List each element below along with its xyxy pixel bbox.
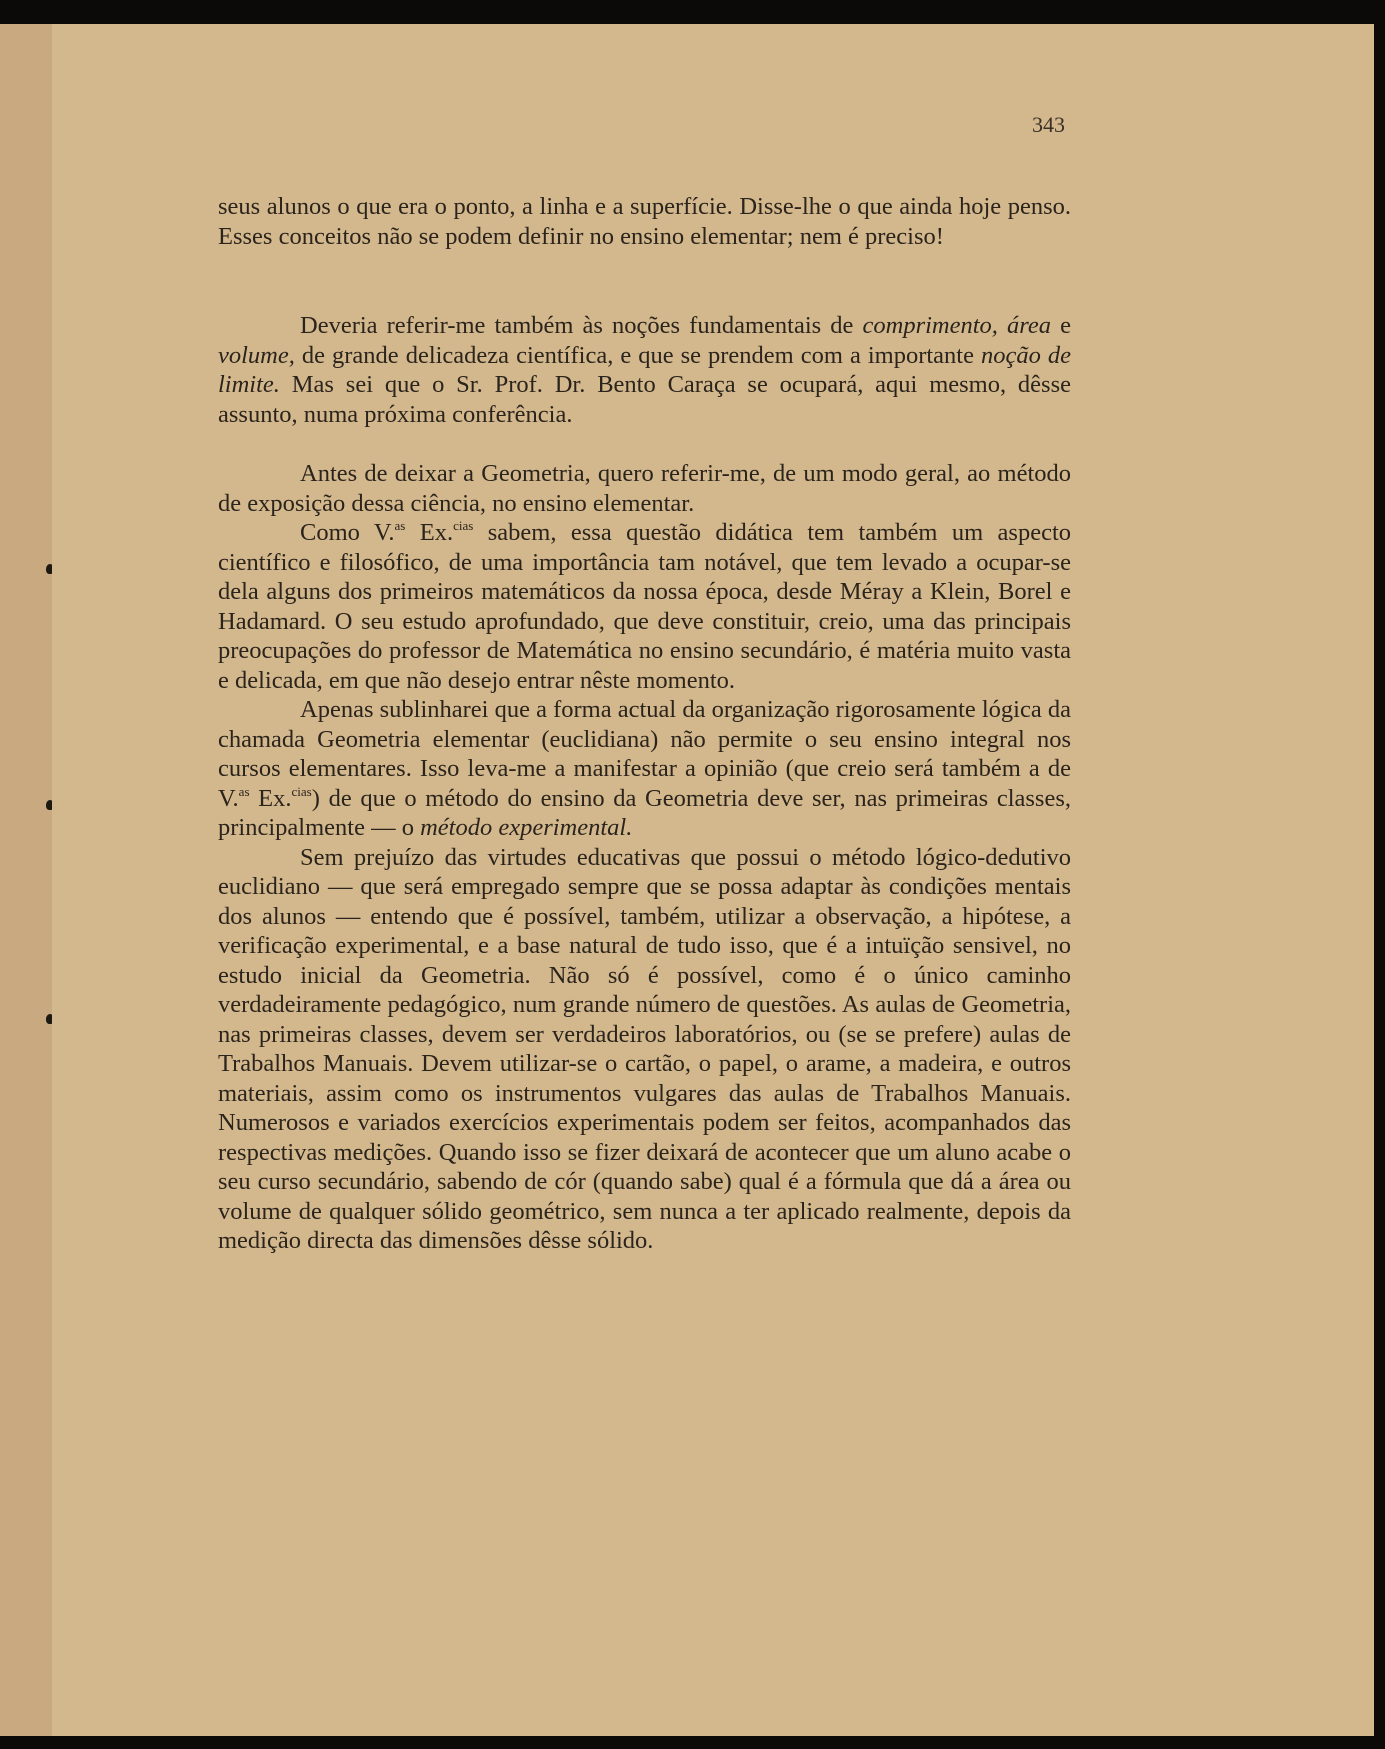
page-body — [218, 192, 1071, 1256]
superscript: as — [238, 783, 250, 799]
paragraph-2 — [218, 311, 1071, 429]
text-run: de grande delicadeza científica, e que se prendem com a importante — [294, 341, 981, 369]
text-run: Como V. — [300, 519, 395, 546]
paragraph-spacer — [218, 429, 1071, 459]
italic-term: método experimental. — [420, 814, 633, 841]
paragraph-1: seus alunos o que era o ponto, a linha e a superfície. Disse-lhe o que ainda hoje penso. Esses conceitos não se podem definir no ensino elementar; nem é preciso! — [218, 193, 1071, 250]
italic-term: noção de limite. — [218, 341, 1071, 398]
text-run: Ex. — [405, 519, 454, 546]
text-run: sabem, essa questão didática tem também um aspecto científico e filosófico, de uma importância tam notável, que tem levado a ocupar-se dela alguns dos primeiros matemáticos da nossa época, desde Méray a Klein, Borel e Hadamard. O seu estudo aprofundado, que deve constituir, creio, uma das principais preocupações do professor de Matemática no ensino secundário, é matéria muito vasta e delicada, em que não desejo entrar nêste momento. — [218, 519, 1072, 694]
text-run: ) de que o método do ensino da Geometria deve ser, nas primeiras classes, principalmente — o — [218, 784, 1072, 841]
paragraph-4 — [218, 518, 1071, 695]
italic-term: comprimento, área — [862, 312, 1052, 339]
book-binding-edge — [0, 24, 56, 1736]
paragraph-spacer — [218, 251, 1071, 311]
paragraph-5 — [218, 695, 1071, 843]
italic-term: volume, — [218, 341, 295, 369]
text-run: Apenas sublinharei que a forma actual da organização rigorosamente lógica da chamada Geometria elementar (euclidiana) não permite o seu ensino integral nos cursos elementares. Isso leva-me a manifestar a opinião (que creio será também a de V. — [218, 696, 1071, 812]
text-run: Mas sei que o Sr. Prof. Dr. Bento Caraça se ocupará, aqui mesmo, dêsse assunto, numa próxima conferência. — [218, 371, 1071, 428]
superscript: cias — [453, 518, 474, 533]
page-number: 343 — [1032, 112, 1065, 137]
paragraph-6: Sem prejuízo das virtudes educativas que possui o método lógico-dedutivo euclidiano — que será empregado sempre que se possa adaptar às condições mentais dos alunos — entendo que é possível, também, utilizar a observação, a hipótese, a verificação experimental, e a base natural de tudo isso, que é a intuïção sensivel, no estudo inicial da Geometria. Não só é possível, como é o único caminho verdadeiramente pedagógico, num grande número de questões. As aulas de Geometria, nas primeiras classes, devem ser verdadeiros laboratórios, ou (se se prefere) aulas de Trabalhos Manuais. Devem utilizar-se o cartão, o papel, o arame, a madeira, e outros materiais, assim como os instrumentos vulgares das aulas de Trabalhos Manuais. Numerosos e variados exercícios experimentais podem ser feitos, acompanhados das respectivas medições. Quando isso se fizer deixará de acontecer que um aluno acabe o seu curso secundário, sabendo de cór (quando sabe) qual é a fórmula que dá a área ou volume de qualquer sólido geométrico, sem nunca a ter aplicado realmente, depois da medição directa das dimensões dêsse sólido. — [218, 843, 1071, 1254]
paragraph-3: Antes de deixar a Geometria, quero referir-me, de um modo geral, ao método de exposição dessa ciência, no ensino elementar. — [218, 460, 1071, 517]
text-run: e — [1051, 312, 1071, 339]
text-run: Deveria referir-me também às noções fundamentais de — [300, 312, 863, 339]
text-run: Ex. — [249, 784, 292, 812]
superscript: cias — [291, 783, 312, 799]
superscript: as — [394, 518, 406, 533]
